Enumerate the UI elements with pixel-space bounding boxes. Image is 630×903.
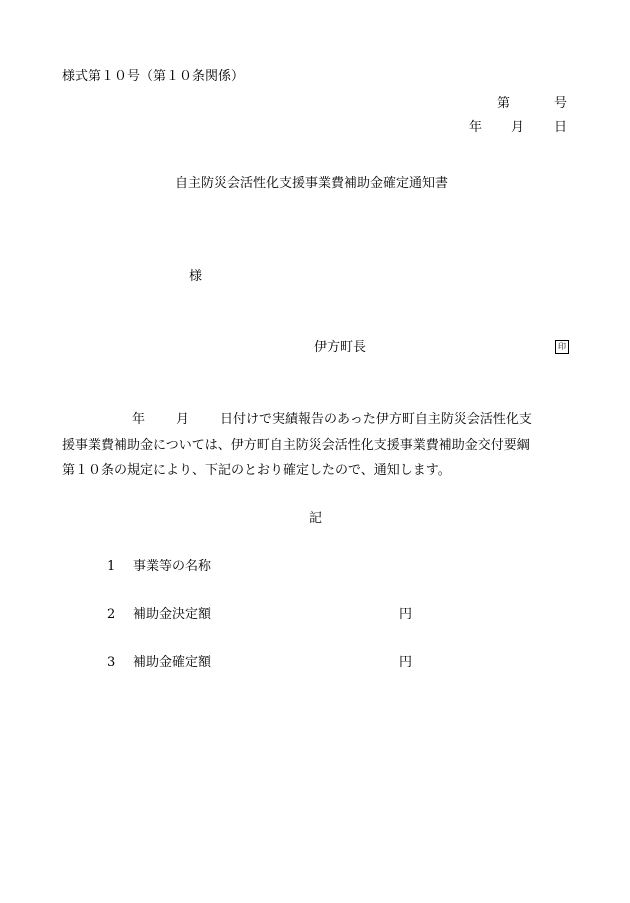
body-line-2: 援事業費補助金については、伊方町自主防災会活性化支援事業費補助金交付要綱 <box>62 438 530 453</box>
date-day: 日 <box>554 120 568 135</box>
ki-heading: 記 <box>309 511 323 526</box>
item-1-label: 事業等の名称 <box>133 559 212 574</box>
document-title: 自主防災会活性化支援事業費補助金確定通知書 <box>175 176 449 191</box>
body-date-year: 年 <box>132 412 146 427</box>
date-month: 月 <box>511 120 525 135</box>
item-2-number: 2 <box>107 607 116 622</box>
item-3-label: 補助金確定額 <box>133 655 212 670</box>
addressee-suffix: 様 <box>189 269 203 284</box>
item-2-unit: 円 <box>399 607 413 622</box>
seal-mark: 印 <box>555 340 569 354</box>
form-number: 様式第１０号（第１０条関係） <box>62 69 245 84</box>
body-date-month: 月 <box>176 412 190 427</box>
item-3-number: 3 <box>107 655 116 670</box>
doc-number-dai: 第 <box>497 96 511 111</box>
body-line-1: 日付けで実績報告のあった伊方町自主防災会活性化支 <box>220 412 532 427</box>
sender-name: 伊方町長 <box>314 340 367 355</box>
body-line-3: 第１０条の規定により、下記のとおり確定したので、通知します。 <box>62 463 451 478</box>
item-3-unit: 円 <box>399 655 413 670</box>
date-year: 年 <box>469 120 483 135</box>
item-2-label: 補助金決定額 <box>133 607 212 622</box>
item-1-number: 1 <box>107 559 116 574</box>
doc-number-go: 号 <box>554 96 568 111</box>
